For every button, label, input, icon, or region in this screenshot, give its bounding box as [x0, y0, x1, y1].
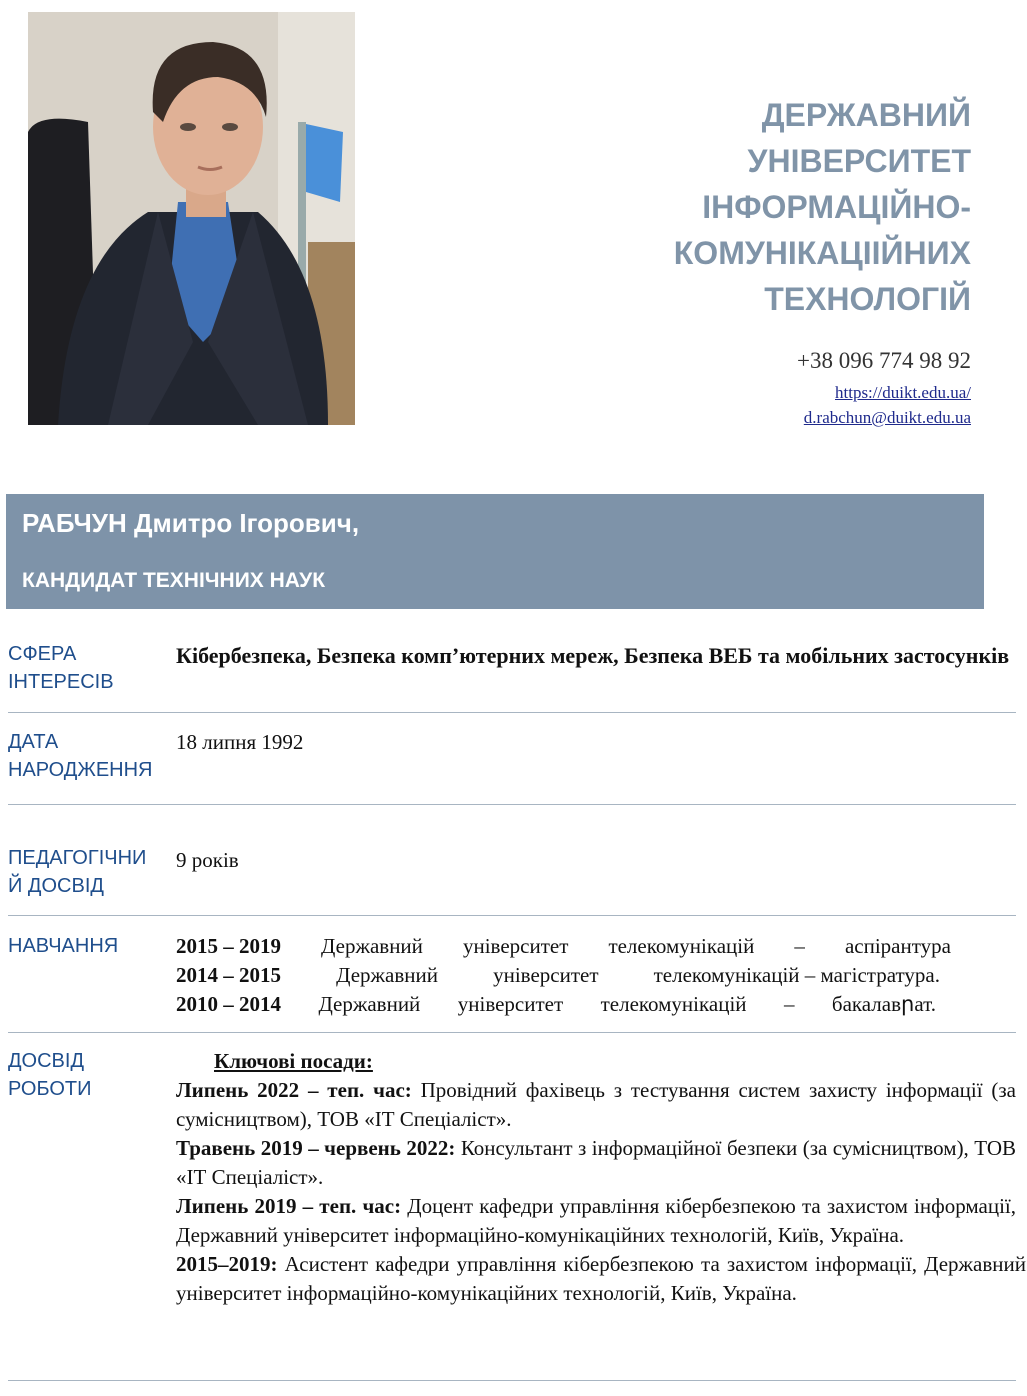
- section-label: [8, 640, 114, 696]
- education-word: університет: [462, 934, 569, 958]
- label-line: Й ДОСВІД: [8, 875, 104, 897]
- work-period: Липень 2022 – теп. час:: [176, 1078, 412, 1102]
- label-line: СФЕРА: [8, 643, 77, 665]
- label-line: РОБОТИ: [8, 1078, 92, 1100]
- work-description: Асистент кафедри управління кібербезпекою та захистом інформації, Державний університет інформаційно-комунікаційних технологій, Київ, Україна.: [176, 1252, 1026, 1305]
- profile-photo: [28, 12, 355, 425]
- education-years: 2015 – 2019: [176, 934, 281, 958]
- education-word: Державний: [318, 992, 421, 1016]
- education-item: [176, 990, 936, 1019]
- education-word: –: [794, 934, 805, 958]
- portrait-illustration: [28, 12, 355, 425]
- website-link[interactable]: https://duikt.edu.ua/: [835, 383, 971, 402]
- education-word: Державний: [336, 963, 438, 987]
- email-link[interactable]: d.rabchun@duikt.edu.ua: [803, 408, 971, 427]
- divider: [8, 804, 1016, 805]
- education-years: 2010 – 2014: [176, 992, 281, 1016]
- education-years: 2014 – 2015: [176, 963, 281, 987]
- education-word: телекомунікацій: [608, 934, 755, 958]
- organization-name: [551, 92, 971, 322]
- birth-date-value: 18 липня 1992: [176, 730, 304, 754]
- education-word: телекомунікацій: [600, 992, 747, 1016]
- work-list: [176, 1047, 1026, 1308]
- education-list: [176, 932, 1016, 1019]
- org-line: ТЕХНОЛОГІЙ: [764, 281, 971, 317]
- education-word: –: [783, 992, 795, 1016]
- divider: [8, 915, 1016, 916]
- interests-value: Кібербезпека, Безпека комп’ютерних мереж, Безпека ВЕБ та мобільних застосунків: [176, 643, 1010, 668]
- education-word: телекомунікацій – магістратура.: [653, 963, 940, 987]
- work-item: [176, 1192, 1016, 1250]
- work-description: Доцент кафедри управління кібербезпекою та захистом інформації, Державний університет інформаційно-комунікаційних технологій, Київ, Україна.: [176, 1194, 1016, 1247]
- org-line: ДЕРЖАВНИЙ: [761, 97, 971, 133]
- section-label: [8, 844, 146, 900]
- person-name: РАБЧУН Дмитро Ігорович,: [22, 508, 360, 538]
- divider: [8, 1380, 1016, 1381]
- label-line: ПЕДАГОГІЧНИ: [8, 847, 147, 869]
- education-word: Державний: [321, 934, 423, 958]
- education-word: бакалавրат.: [831, 992, 936, 1016]
- org-line: КОМУНІКАЦІІЙНИХ: [673, 235, 971, 271]
- work-item: [176, 1250, 1026, 1308]
- divider: [8, 712, 1016, 713]
- work-description: Провідний фахівець з тестування систем захисту інформації (за сумісництвом), ТОВ «ІТ Спеціаліст».: [176, 1078, 1016, 1131]
- label-line: НАРОДЖЕННЯ: [8, 759, 153, 781]
- work-item: [176, 1076, 1016, 1134]
- key-positions-title: Ключові посади:: [214, 1049, 373, 1073]
- academic-degree: КАНДИДАТ ТЕХНІЧНИХ НАУК: [22, 569, 326, 592]
- org-line: ІНФОРМАЦІЙНО-: [702, 189, 971, 225]
- education-word: аспірантура: [844, 934, 951, 958]
- label-line: НАВЧАННЯ: [8, 935, 119, 957]
- work-period: Липень 2019 – теп. час:: [176, 1194, 402, 1218]
- org-line: УНІВЕРСИТЕТ: [747, 143, 971, 179]
- divider: [8, 1032, 1016, 1033]
- label-line: ДАТА: [8, 731, 59, 753]
- education-word: університет: [457, 992, 564, 1016]
- work-period: 2015–2019:: [176, 1252, 278, 1276]
- section-label: [8, 932, 118, 960]
- section-label: [8, 1047, 92, 1103]
- section-label: [8, 728, 152, 784]
- phone-number: +38 096 774 98 92: [797, 348, 971, 373]
- education-word: університет: [493, 963, 599, 987]
- education-item: [176, 961, 940, 990]
- experience-value: 9 років: [176, 848, 239, 872]
- work-description: Консультант з інформаційної безпеки (за сумісництвом), ТОВ «ІТ Спеціаліст».: [176, 1136, 1016, 1189]
- work-item: [176, 1134, 1016, 1192]
- name-banner: [6, 494, 984, 609]
- education-item: [176, 932, 951, 961]
- label-line: ІНТЕРЕСІВ: [8, 671, 114, 693]
- label-line: ДОСВІД: [8, 1050, 84, 1072]
- work-period: Травень 2019 – червень 2022:: [176, 1136, 456, 1160]
